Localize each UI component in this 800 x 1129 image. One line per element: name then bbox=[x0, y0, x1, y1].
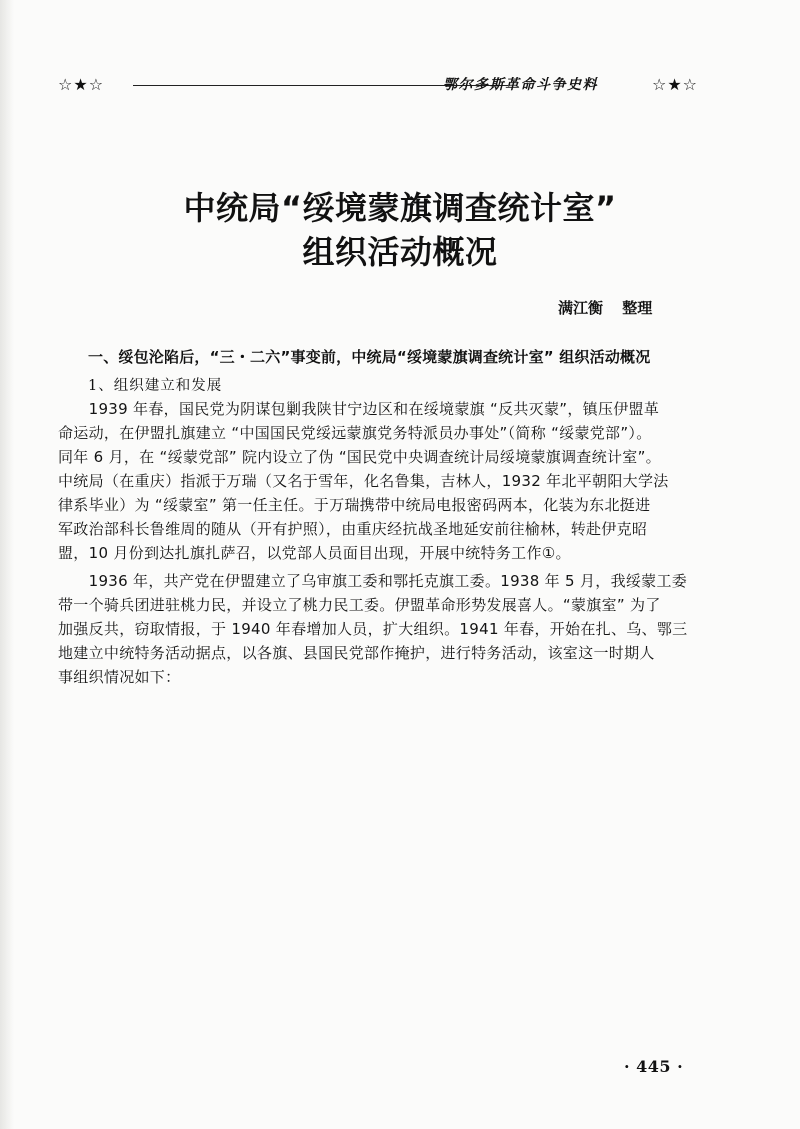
header-journal-title: 鄂尔多斯革命斗争史料 bbox=[443, 77, 598, 93]
paragraph-line: 中统局（在重庆）指派于万瑞（又名于雪年，化名鲁集，吉林人，1932 年北平朝阳大学法 bbox=[58, 472, 669, 490]
article-title-line-2: 组织活动概况 bbox=[302, 233, 498, 271]
paragraph-line: 盟，10 月份到达扎旗扎萨召，以党部人员面目出现，开展中统特务工作①。 bbox=[58, 544, 571, 562]
paragraph-line: 军政治部科长鲁维周的随从（开有护照），由重庆经抗战圣地延安前往榆林，转赴伊克昭 bbox=[58, 520, 648, 538]
body-paragraph-1 bbox=[58, 397, 704, 565]
article-title-line-1: 中统局“绥境蒙旗调查统计室” bbox=[183, 189, 617, 227]
paragraph-line: 带一个骑兵团进驻桃力民，并设立了桃力民工委。伊盟革命形势发展喜人。“蒙旗室” 为了 bbox=[58, 596, 661, 614]
byline bbox=[558, 297, 652, 318]
header-stars-left: ☆★☆ bbox=[58, 75, 105, 94]
paragraph-line: 命运动，在伊盟扎旗建立 “中国国民党绥远蒙旗党务特派员办事处”（简称 “绥蒙党部”）。 bbox=[58, 424, 652, 442]
paragraph-line: 1939 年春，国民党为阴谋包剿我陕甘宁边区和在绥境蒙旗 “反共灭蒙”，镇压伊盟革 bbox=[58, 400, 660, 418]
paragraph-line: 同年 6 月，在 “绥蒙党部” 院内设立了伪 “国民党中央调查统计局绥境蒙旗调查统计室”。 bbox=[58, 448, 661, 466]
section-heading: 一、绥包沦陷后，“三・二六”事变前，中统局“绥境蒙旗调查统计室” 组织活动概况 bbox=[88, 348, 651, 366]
paragraph-line: 事组织情况如下： bbox=[58, 668, 181, 686]
paragraph-line: 加强反共，窃取情报，于 1940 年春增加人员，扩大组织。1941 年春，开始在扎、乌、鄂三 bbox=[58, 620, 688, 638]
body-paragraph-2 bbox=[58, 569, 704, 689]
paragraph-line: 1936 年，共产党在伊盟建立了乌审旗工委和鄂托克旗工委。1938 年 5 月，我绥蒙工委 bbox=[58, 572, 688, 590]
paragraph-line: 律系毕业）为 “绥蒙室” 第一任主任。于万瑞携带中统局电报密码两本，化装为东北挺进 bbox=[58, 496, 651, 514]
byline-author: 满江衡 bbox=[558, 299, 604, 317]
subsection-heading: 1、组织建立和发展 bbox=[88, 378, 223, 394]
article-title bbox=[0, 186, 800, 274]
page-number: · 445 · bbox=[624, 1057, 684, 1076]
paragraph-line: 地建立中统特务活动据点，以各旗、县国民党部作掩护，进行特务活动，该室这一时期人 bbox=[58, 644, 655, 662]
running-header bbox=[58, 73, 698, 97]
header-stars-right: ☆★☆ bbox=[651, 75, 698, 94]
byline-role: 整理 bbox=[622, 299, 653, 317]
